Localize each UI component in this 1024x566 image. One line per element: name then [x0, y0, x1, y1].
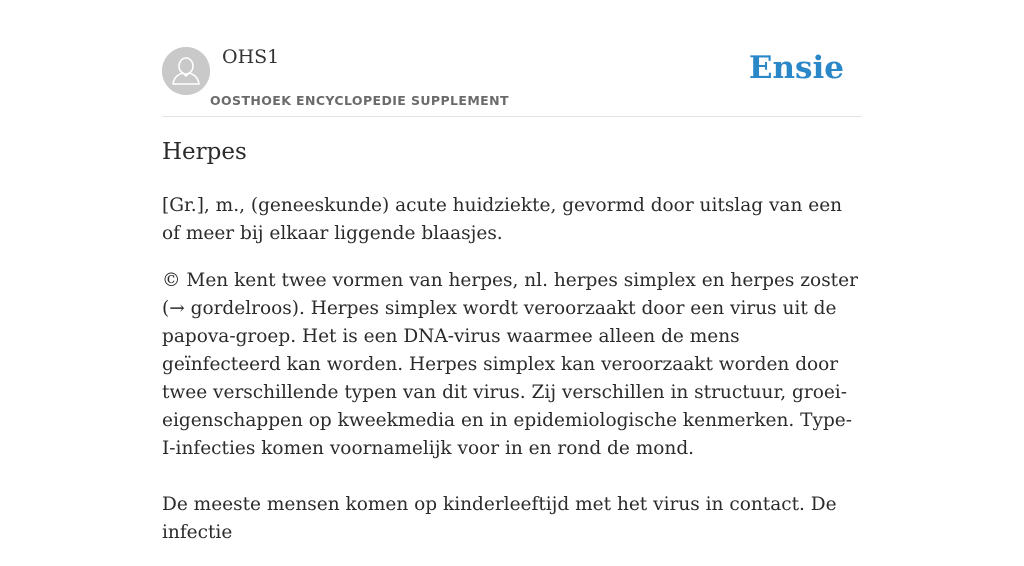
article-paragraph: © Men kent twee vormen van herpes, nl. herpes simplex en herpes zoster (→ gordelroos). Herpes simplex wordt veroorzaakt door een virus uit de papova-groep. Het is een DNA-virus waarmee alleen de mens geïnfecteerd kan worden. Herpes simplex kan veroorzaakt worden door twee verschillende typen van dit virus. Zij verschillen in structuur, groei-eigenschappen op kweekmedia en in epidemiologische kenmerken. Type-I-infecties komen voornamelijk voor in en rond de mond. [162, 270, 858, 459]
article-header [162, 0, 862, 117]
author-name[interactable]: OHS1 [222, 46, 280, 68]
user-avatar-icon[interactable] [162, 47, 210, 95]
article-page [162, 0, 862, 543]
ensie-logo[interactable]: Ensie [748, 50, 844, 86]
article-paragraph: De meeste mensen komen op kinderleeftijd met het virus in contact. De infectie [162, 494, 837, 543]
article-body [162, 192, 862, 566]
page-title: Herpes [162, 139, 247, 165]
source-label[interactable]: OOSTHOEK ENCYCLOPEDIE SUPPLEMENT [210, 93, 509, 108]
article-paragraph: [Gr.], m., (geneeskunde) acute huidziekte, gevormd door uitslag van een of meer bij elkaar liggende blaasjes. [162, 195, 843, 244]
